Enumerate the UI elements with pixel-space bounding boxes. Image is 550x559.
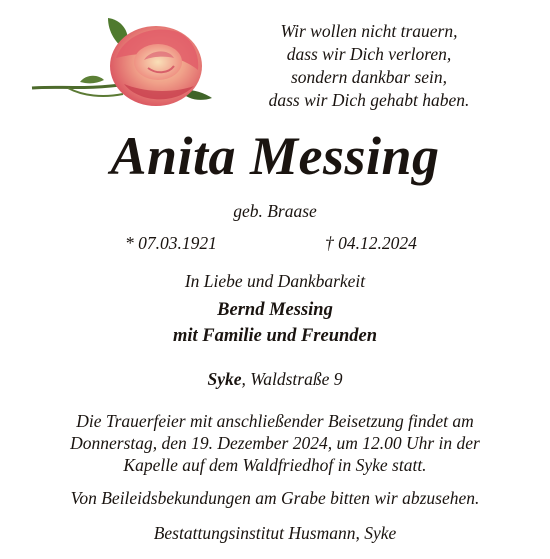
ceremony-line: Kapelle auf dem Waldfriedhof in Syke statt. — [123, 455, 427, 475]
address-street: , Waldstraße 9 — [241, 369, 343, 389]
funeral-home: Bestattungsinstitut Husmann, Syke — [153, 523, 397, 543]
death-date: † 04.12.2024 — [325, 233, 417, 253]
address-city: Syke — [207, 369, 242, 389]
poem-line: Wir wollen nicht trauern, — [280, 21, 458, 41]
poem-line: sondern dankbar sein, — [290, 67, 448, 87]
ceremony-line: Die Trauerfeier mit anschließender Beisetzung findet am — [76, 411, 474, 431]
mourners-intro: In Liebe und Dankbarkeit — [184, 271, 366, 291]
mourner-name: Bernd Messing — [217, 300, 333, 320]
poem-line: dass wir Dich gehabt haben. — [268, 90, 470, 110]
mourner-family: mit Familie und Freunden — [172, 326, 378, 346]
maiden-name: geb. Braase — [233, 201, 317, 221]
poem — [238, 20, 500, 112]
birth-date: * 07.03.1921 — [125, 233, 217, 253]
deceased-name: Anita Messing — [110, 126, 440, 186]
address — [0, 368, 550, 390]
poem-line: dass wir Dich verloren, — [286, 44, 452, 64]
condolence-note: Von Beileidsbekundungen am Grabe bitten wir abzusehen. — [70, 488, 480, 508]
ceremony-info — [20, 410, 530, 476]
rose-flower-icon — [28, 14, 218, 114]
ceremony-line: Donnerstag, den 19. Dezember 2024, um 12.00 Uhr in der — [70, 433, 480, 453]
